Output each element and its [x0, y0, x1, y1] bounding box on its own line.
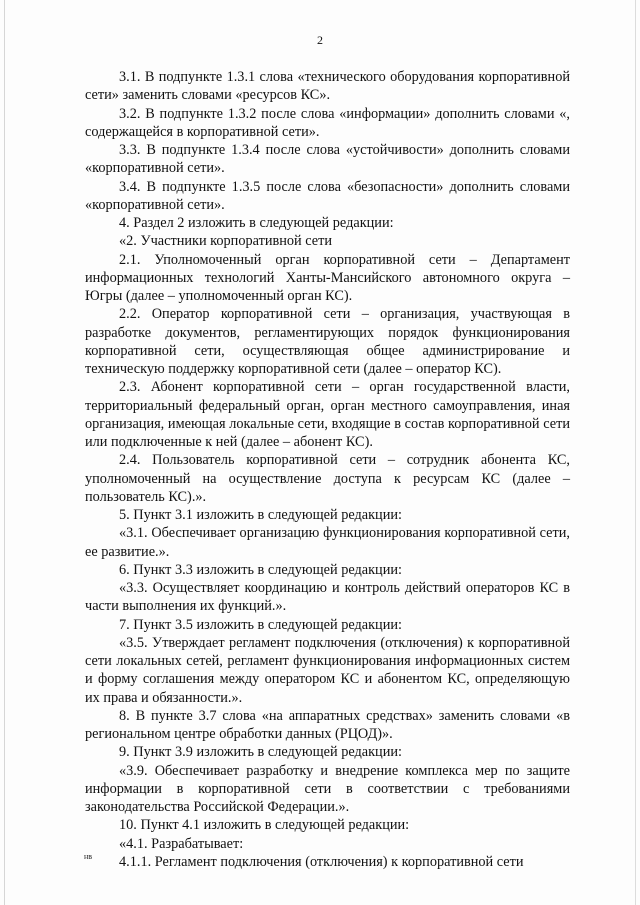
paragraph: «4.1. Разрабатывает: — [119, 835, 244, 852]
page-edge-left — [4, 0, 5, 905]
paragraph: 4. Раздел 2 изложить в следующей редакции: — [119, 215, 394, 231]
section-heading: «2. Участники корпоративной сети — [119, 233, 333, 250]
paragraph: 6. Пункт 3.3 изложить в следующей редакции: — [119, 561, 402, 578]
page-edge-right — [635, 0, 636, 905]
document-body — [85, 68, 570, 871]
paragraph: 3.1. В подпункте 1.3.1 слова «технического оборудования корпоративной сети» заменить словами «ресурсов КС». — [85, 69, 570, 104]
paragraph: 10. Пункт 4.1 изложить в следующей редакции: — [119, 817, 410, 834]
paragraph: 7. Пункт 3.5 изложить в следующей редакции: — [119, 616, 402, 633]
paragraph: «3.3. Осуществляет координацию и контроль действий операторов КС в части выполнения их функций.». — [85, 580, 570, 615]
paragraph: 9. Пункт 3.9 изложить в следующей редакции: — [119, 744, 402, 761]
paragraph: 3.4. В подпункте 1.3.5 после слова «безопасности» дополнить словами «корпоративной сети». — [85, 178, 570, 213]
paragraph: 2.2. Оператор корпоративной сети – организация, участвующая в разработке документов, регламентирующих порядок функционирования корпоративной сети, осуществляющая общее администрирование и техническую поддержку корпоративной сети (далее – оператор КС). — [85, 306, 570, 377]
paragraph: 2.4. Пользователь корпоративной сети – сотрудник абонента КС, уполномоченный на осуществление доступа к ресурсам КС (далее – пользователь КС).». — [85, 452, 570, 505]
page-number: 2 — [317, 33, 323, 47]
paragraph: 8. В пункте 3.7 слова «на аппаратных средствах» заменить словами «в региональном центре обработки данных (РЦОД)». — [85, 707, 570, 742]
paragraph: 2.3. Абонент корпоративной сети – орган государственной власти, территориальный федеральный орган, орган местного самоуправления, иная организация, имеющая локальные сети, входящие в состав корпоративной сети или подключенные к ней (далее – абонент КС). — [85, 379, 570, 450]
paragraph: «3.1. Обеспечивает организацию функционирования корпоративной сети, ее развитие.». — [85, 525, 570, 560]
paragraph: «3.9. Обеспечивает разработку и внедрение комплекса мер по защите информации в корпоративной сети в соответствии с требованиями законодательства Российской Федерации.». — [85, 762, 570, 815]
paragraph: 3.2. В подпункте 1.3.2 после слова «информации» дополнить словами «, содержащейся в корпоративной сети». — [85, 105, 570, 140]
paragraph: 4.1.1. Регламент подключения (отключения) к корпоративной сети — [119, 853, 524, 870]
footer-code: нв — [84, 852, 93, 861]
paragraph: 5. Пункт 3.1 изложить в следующей редакции: — [119, 507, 402, 523]
paragraph: 2.1. Уполномоченный орган корпоративной сети – Департамент информационных технологий Ханты-Мансийского автономного округа – Югры (далее – уполномоченный орган КС). — [85, 251, 570, 304]
paragraph: 3.3. В подпункте 1.3.4 после слова «устойчивости» дополнить словами «корпоративной сети». — [85, 142, 570, 177]
paragraph: «3.5. Утверждает регламент подключения (отключения) к корпоративной сети локальных сетей, регламент функционирования информационных систем и форму соглашения между оператором КС и абонентом КС, определяющую их права и обязанности.». — [85, 634, 570, 706]
